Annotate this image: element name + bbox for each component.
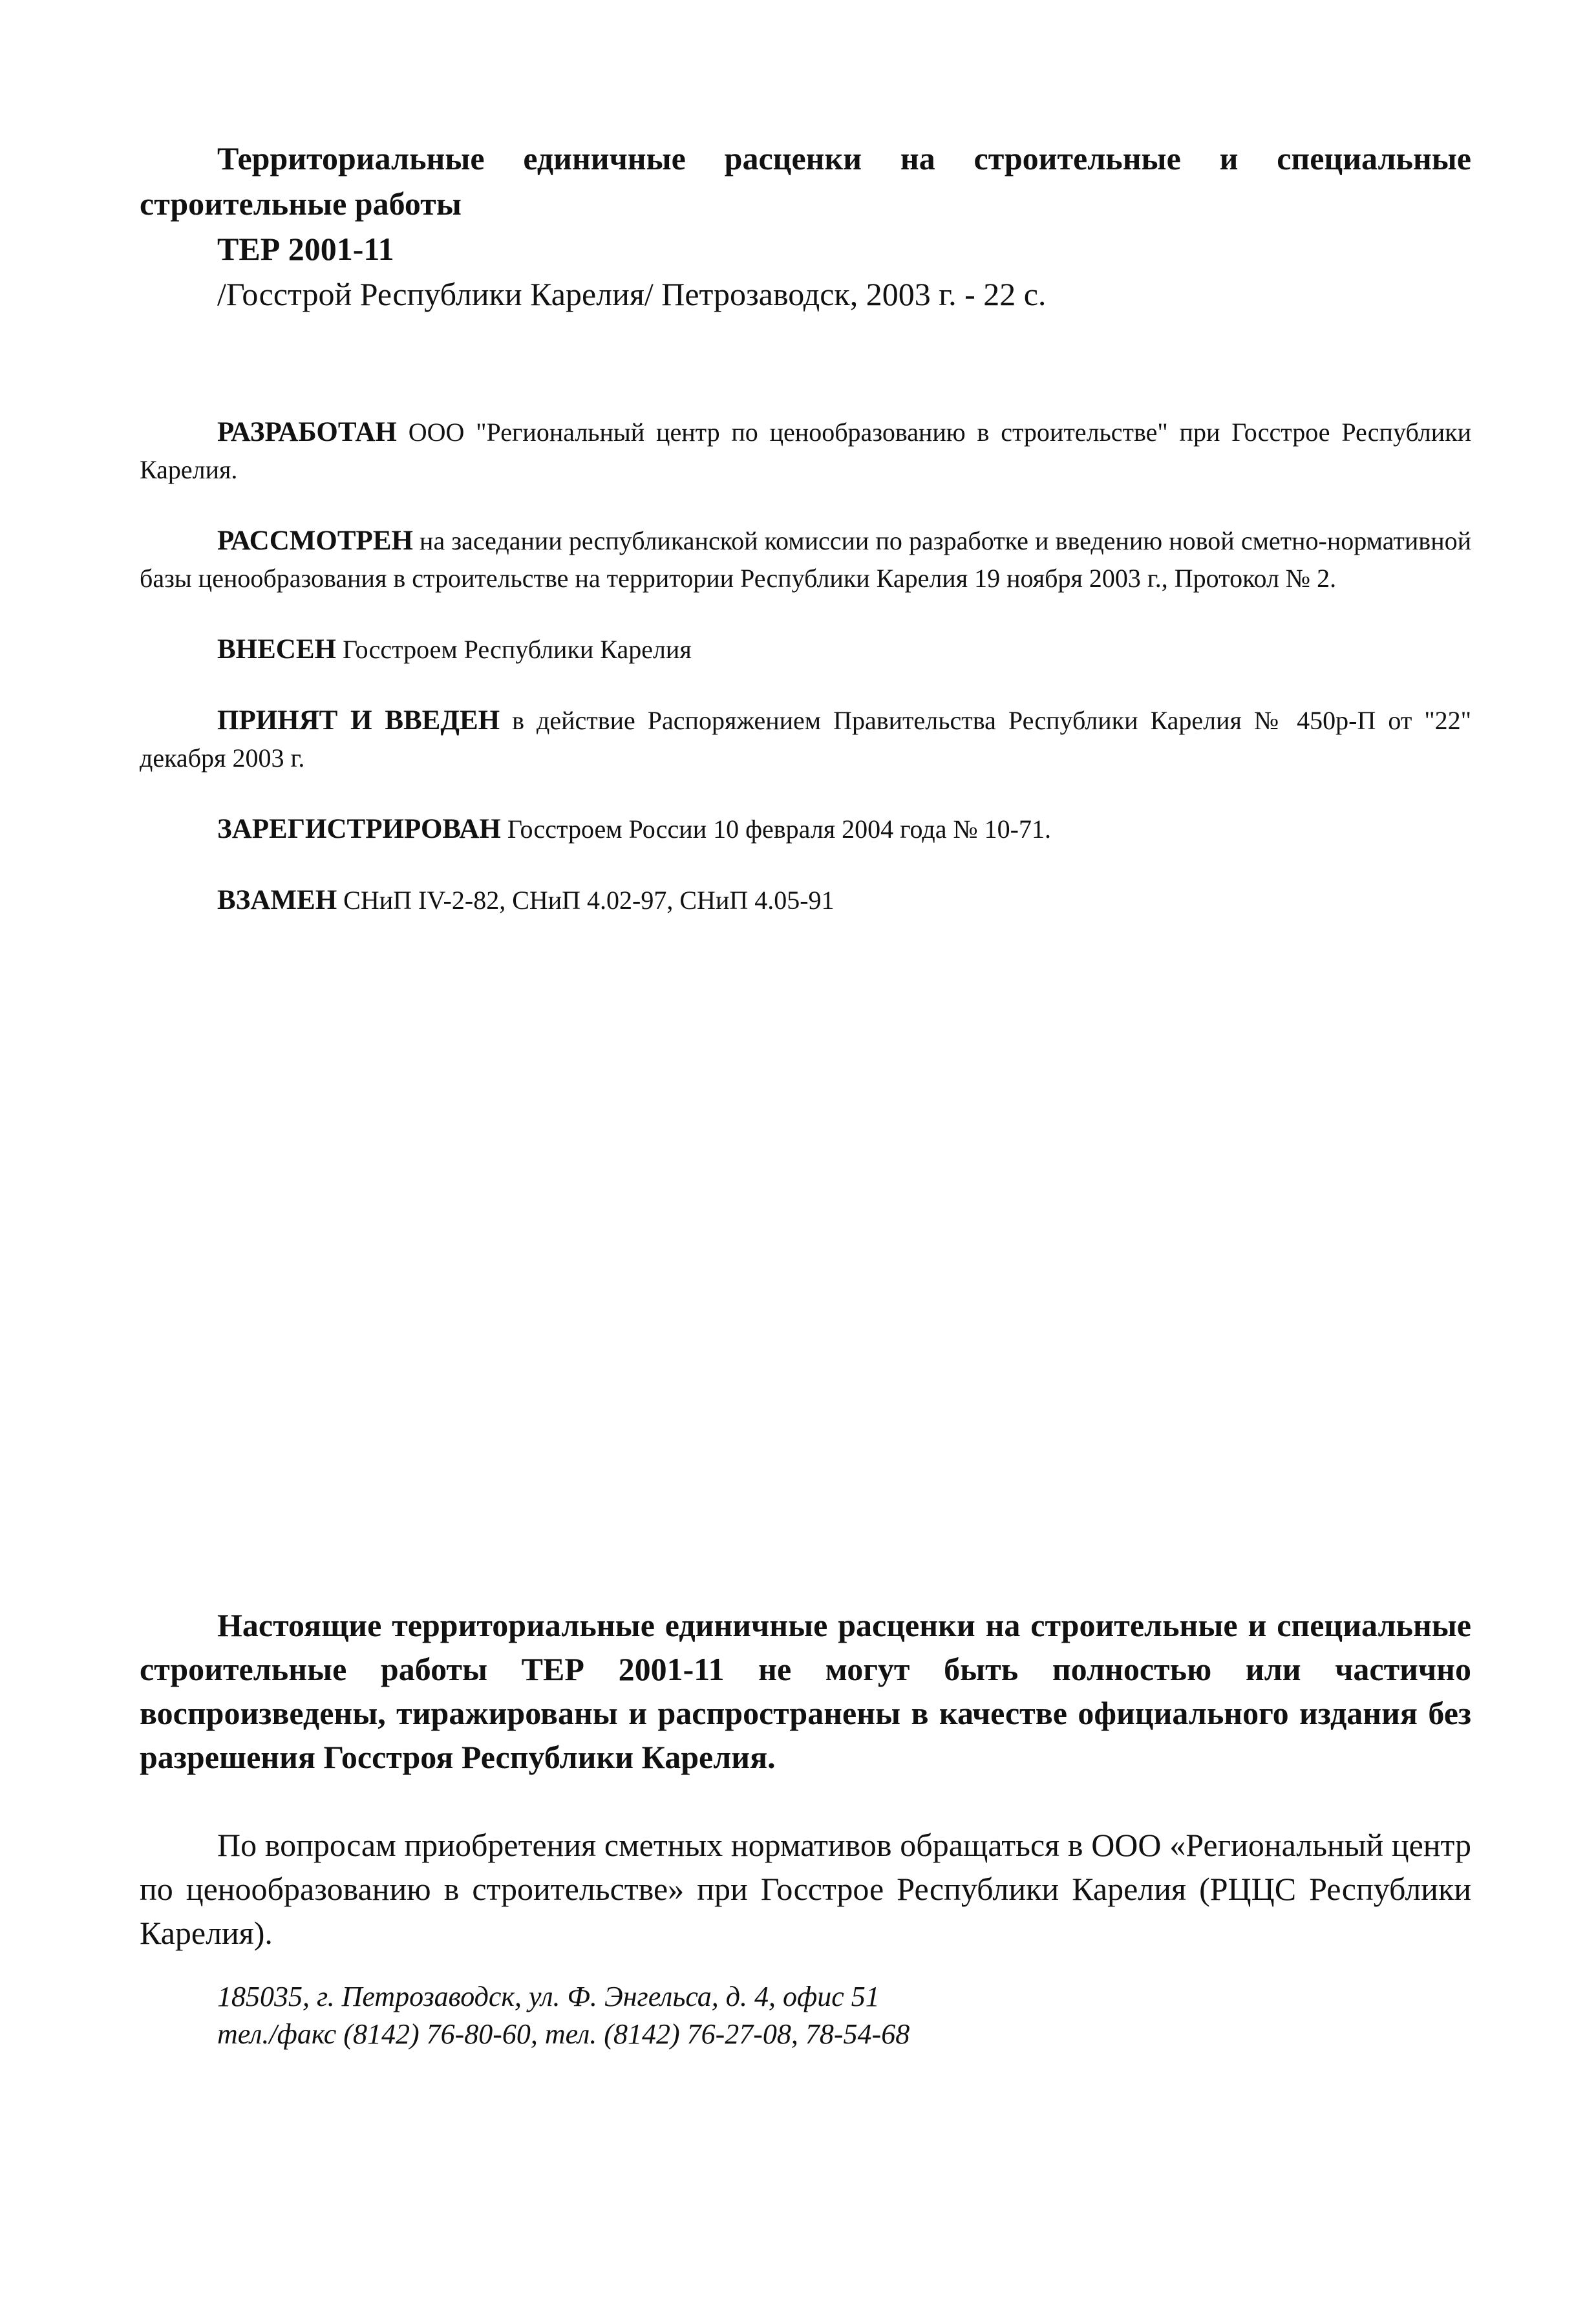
document-title: Территориальные единичные расценки на строительные и специальные строительные работы <box>140 140 1471 222</box>
replaces-text: СНиП IV-2-82, СНиП 4.02-97, СНиП 4.05-91 <box>343 886 835 915</box>
developed-label: РАЗРАБОТАН <box>217 417 397 447</box>
adopted-paragraph <box>140 702 1471 777</box>
phone-numbers: тел./факс (8142) 76-80-60, тел. (8142) 76-27-08, 78-54-68 <box>217 2018 910 2050</box>
reviewed-label: РАССМОТРЕН <box>217 526 413 556</box>
reviewed-text: на заседании республиканской комиссии по разработке и введению новой сметно-нормативной базы ценообразования в строительстве на территории Республики Карелия 19 ноября 2003 г., Протокол № 2. <box>140 526 1472 593</box>
title-block <box>140 136 1471 317</box>
address-block <box>217 1978 1445 2053</box>
developed-text: ООО "Региональный центр по ценообразованию в строительстве" при Госстрое Республики Карелия. <box>140 418 1472 484</box>
submitted-paragraph <box>140 631 1471 668</box>
publication-info: /Госстрой Республики Карелия/ Петрозаводск, 2003 г. - 22 с. <box>217 276 1047 312</box>
developed-paragraph <box>140 414 1471 489</box>
registered-text: Госстроем России 10 февраля 2004 года № 10-71. <box>507 815 1051 844</box>
postal-address: 185035, г. Петрозаводск, ул. Ф. Энгельса, д. 4, офис 51 <box>217 1981 880 2012</box>
submitted-label: ВНЕСЕН <box>217 634 336 665</box>
adopted-text: в действие Распоряжением Правительства Республики Карелия № 450р-П от "22" декабря 2003 г. <box>140 706 1471 773</box>
copyright-notice: Настоящие территориальные единичные расценки на строительные и специальные строительные работы ТЕР 2001-11 не могут быть полностью или частично воспроизведены, тиражированы и распространены в качестве официального издания без разрешения Госстроя Республики Карелия. <box>140 1607 1471 1775</box>
contact-paragraph: По вопросам приобретения сметных нормативов обращаться в ООО «Региональный центр по ценообразованию в строительстве» при Госстрое Республики Карелия (РЦЦС Республики Карелия). <box>140 1827 1471 1951</box>
replaces-paragraph <box>140 882 1471 919</box>
document-code: ТЕР 2001-11 <box>217 231 394 267</box>
submitted-text: Госстроем Республики Карелия <box>343 635 692 664</box>
replaces-label: ВЗАМЕН <box>217 885 337 915</box>
registered-label: ЗАРЕГИСТРИРОВАН <box>217 814 501 844</box>
adopted-label: ПРИНЯТ И ВВЕДЕН <box>217 705 500 736</box>
reviewed-paragraph <box>140 522 1471 597</box>
registered-paragraph <box>140 811 1471 848</box>
metadata-block <box>140 414 1471 953</box>
